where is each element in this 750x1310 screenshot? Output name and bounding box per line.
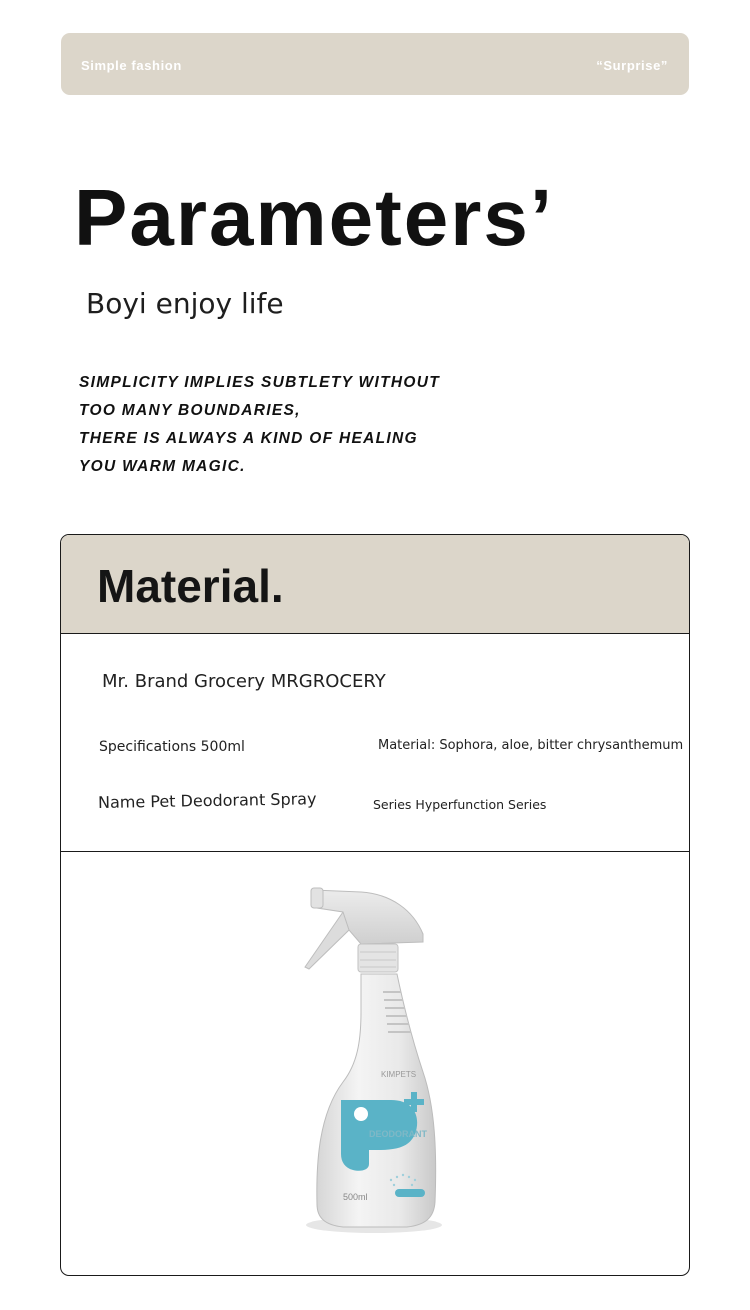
- brand-text: Mr. Brand Grocery MRGROCERY: [102, 671, 386, 692]
- material-heading: Material.: [97, 560, 284, 612]
- material-text: Material: Sophora, aloe, bitter chrysanthemum: [378, 738, 684, 753]
- quote-line: TOO MANY BOUNDARIES,: [79, 402, 301, 419]
- banner-right-text: “Surprise”: [596, 58, 668, 73]
- bottle-collar: [358, 944, 398, 972]
- label-volume: 500ml: [343, 1192, 368, 1202]
- label-badge: [395, 1189, 425, 1197]
- specifications-text: Specifications 500ml: [99, 739, 245, 755]
- material-card-header: [61, 535, 689, 634]
- quote-line: THERE IS ALWAYS A KIND OF HEALING: [79, 430, 418, 447]
- label-brand: KIMPETS: [381, 1070, 417, 1079]
- spray-bottle-image: [61, 852, 690, 1276]
- page-subtitle: Boyi enjoy life: [86, 287, 284, 320]
- quote-line: SIMPLICITY IMPLIES SUBTLETY WITHOUT: [79, 374, 440, 391]
- name-text: Name Pet Deodorant Spray: [97, 789, 317, 812]
- label-product: DEODORANT: [369, 1129, 427, 1139]
- product-image-area: [61, 852, 689, 1276]
- banner-left-text: Simple fashion: [81, 58, 182, 73]
- quote-block: [79, 369, 440, 481]
- spec-section: [61, 634, 689, 852]
- material-card: [60, 534, 690, 1276]
- top-banner: [61, 33, 689, 95]
- page-title: Parameters’: [74, 173, 555, 262]
- series-text: Series Hyperfunction Series: [373, 797, 547, 812]
- quote-line: YOU WARM MAGIC.: [79, 458, 246, 475]
- nozzle-tip: [311, 888, 323, 908]
